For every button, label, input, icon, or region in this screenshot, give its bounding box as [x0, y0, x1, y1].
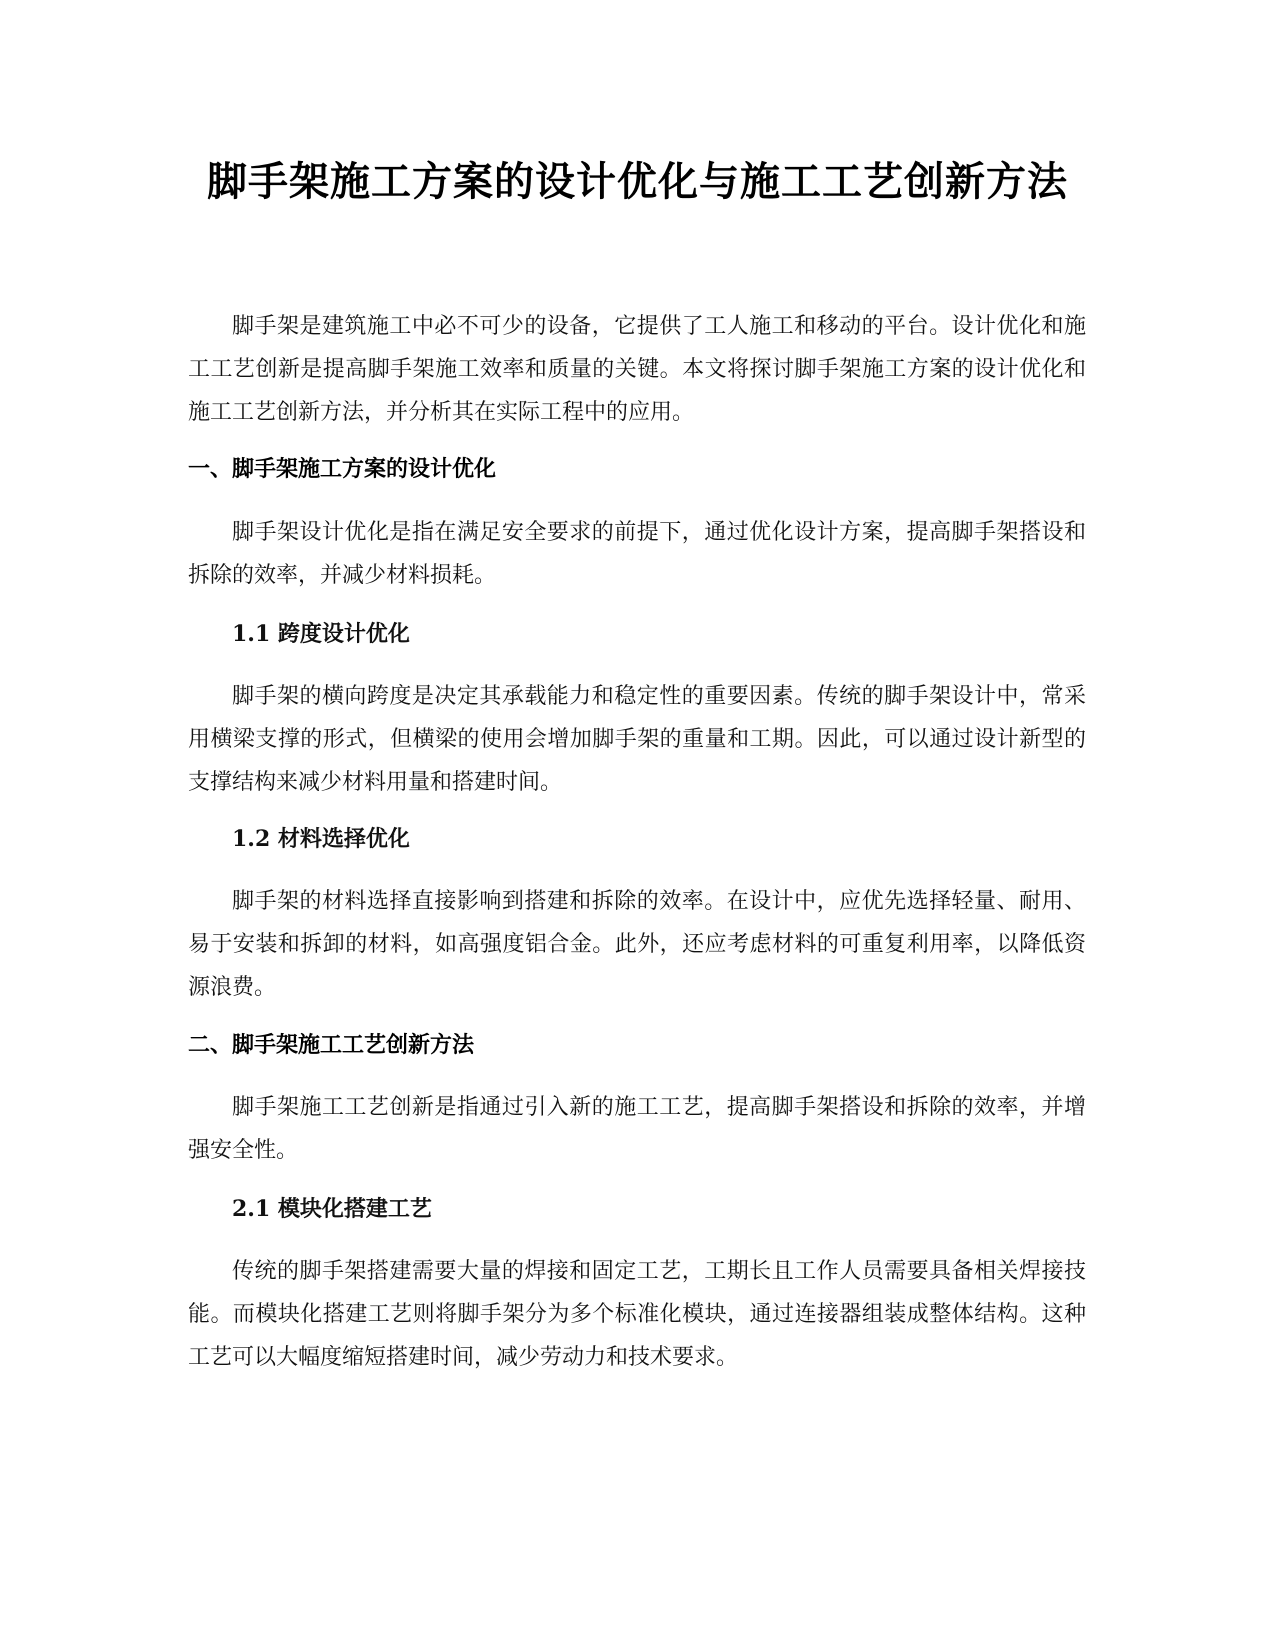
subsection-1-2-body: 脚手架的材料选择直接影响到搭建和拆除的效率。在设计中，应优先选择轻量、耐用、易于安装和拆卸的材料，如高强度铝合金。此外，还应考虑材料的可重复利用率，以降低资源浪费。 [188, 889, 1086, 1000]
document-title: 脚手架施工方案的设计优化与施工工艺创新方法 [207, 159, 1068, 205]
subsection-2-1-heading: 2.1 模块化搭建工艺 [232, 1196, 432, 1222]
section-2-heading: 二、脚手架施工工艺创新方法 [188, 1033, 475, 1058]
subsection-2-1-body: 传统的脚手架搭建需要大量的焊接和固定工艺，工期长且工作人员需要具备相关焊接技能。而模块化搭建工艺则将脚手架分为多个标准化模块，通过连接器组装成整体结构。这种工艺可以大幅度缩短搭建时间，减少劳动力和技术要求。 [188, 1259, 1086, 1370]
subsection-1-1-heading: 1.1 跨度设计优化 [232, 621, 410, 647]
section-1-heading: 一、脚手架施工方案的设计优化 [188, 457, 497, 482]
section-2-intro: 脚手架施工工艺创新是指通过引入新的施工工艺，提高脚手架搭设和拆除的效率，并增强安全性。 [188, 1095, 1086, 1163]
subsection-1-1-body: 脚手架的横向跨度是决定其承载能力和稳定性的重要因素。传统的脚手架设计中，常采用横梁支撑的形式，但横梁的使用会增加脚手架的重量和工期。因此，可以通过设计新型的支撑结构来减少材料用量和搭建时间。 [188, 684, 1086, 795]
intro-paragraph: 脚手架是建筑施工中必不可少的设备，它提供了工人施工和移动的平台。设计优化和施工工艺创新是提高脚手架施工效率和质量的关键。本文将探讨脚手架施工方案的设计优化和施工工艺创新方法，并分析其在实际工程中的应用。 [188, 314, 1086, 425]
subsection-1-2-heading: 1.2 材料选择优化 [232, 826, 410, 852]
section-1-intro: 脚手架设计优化是指在满足安全要求的前提下，通过优化设计方案，提高脚手架搭设和拆除的效率，并减少材料损耗。 [188, 520, 1086, 588]
